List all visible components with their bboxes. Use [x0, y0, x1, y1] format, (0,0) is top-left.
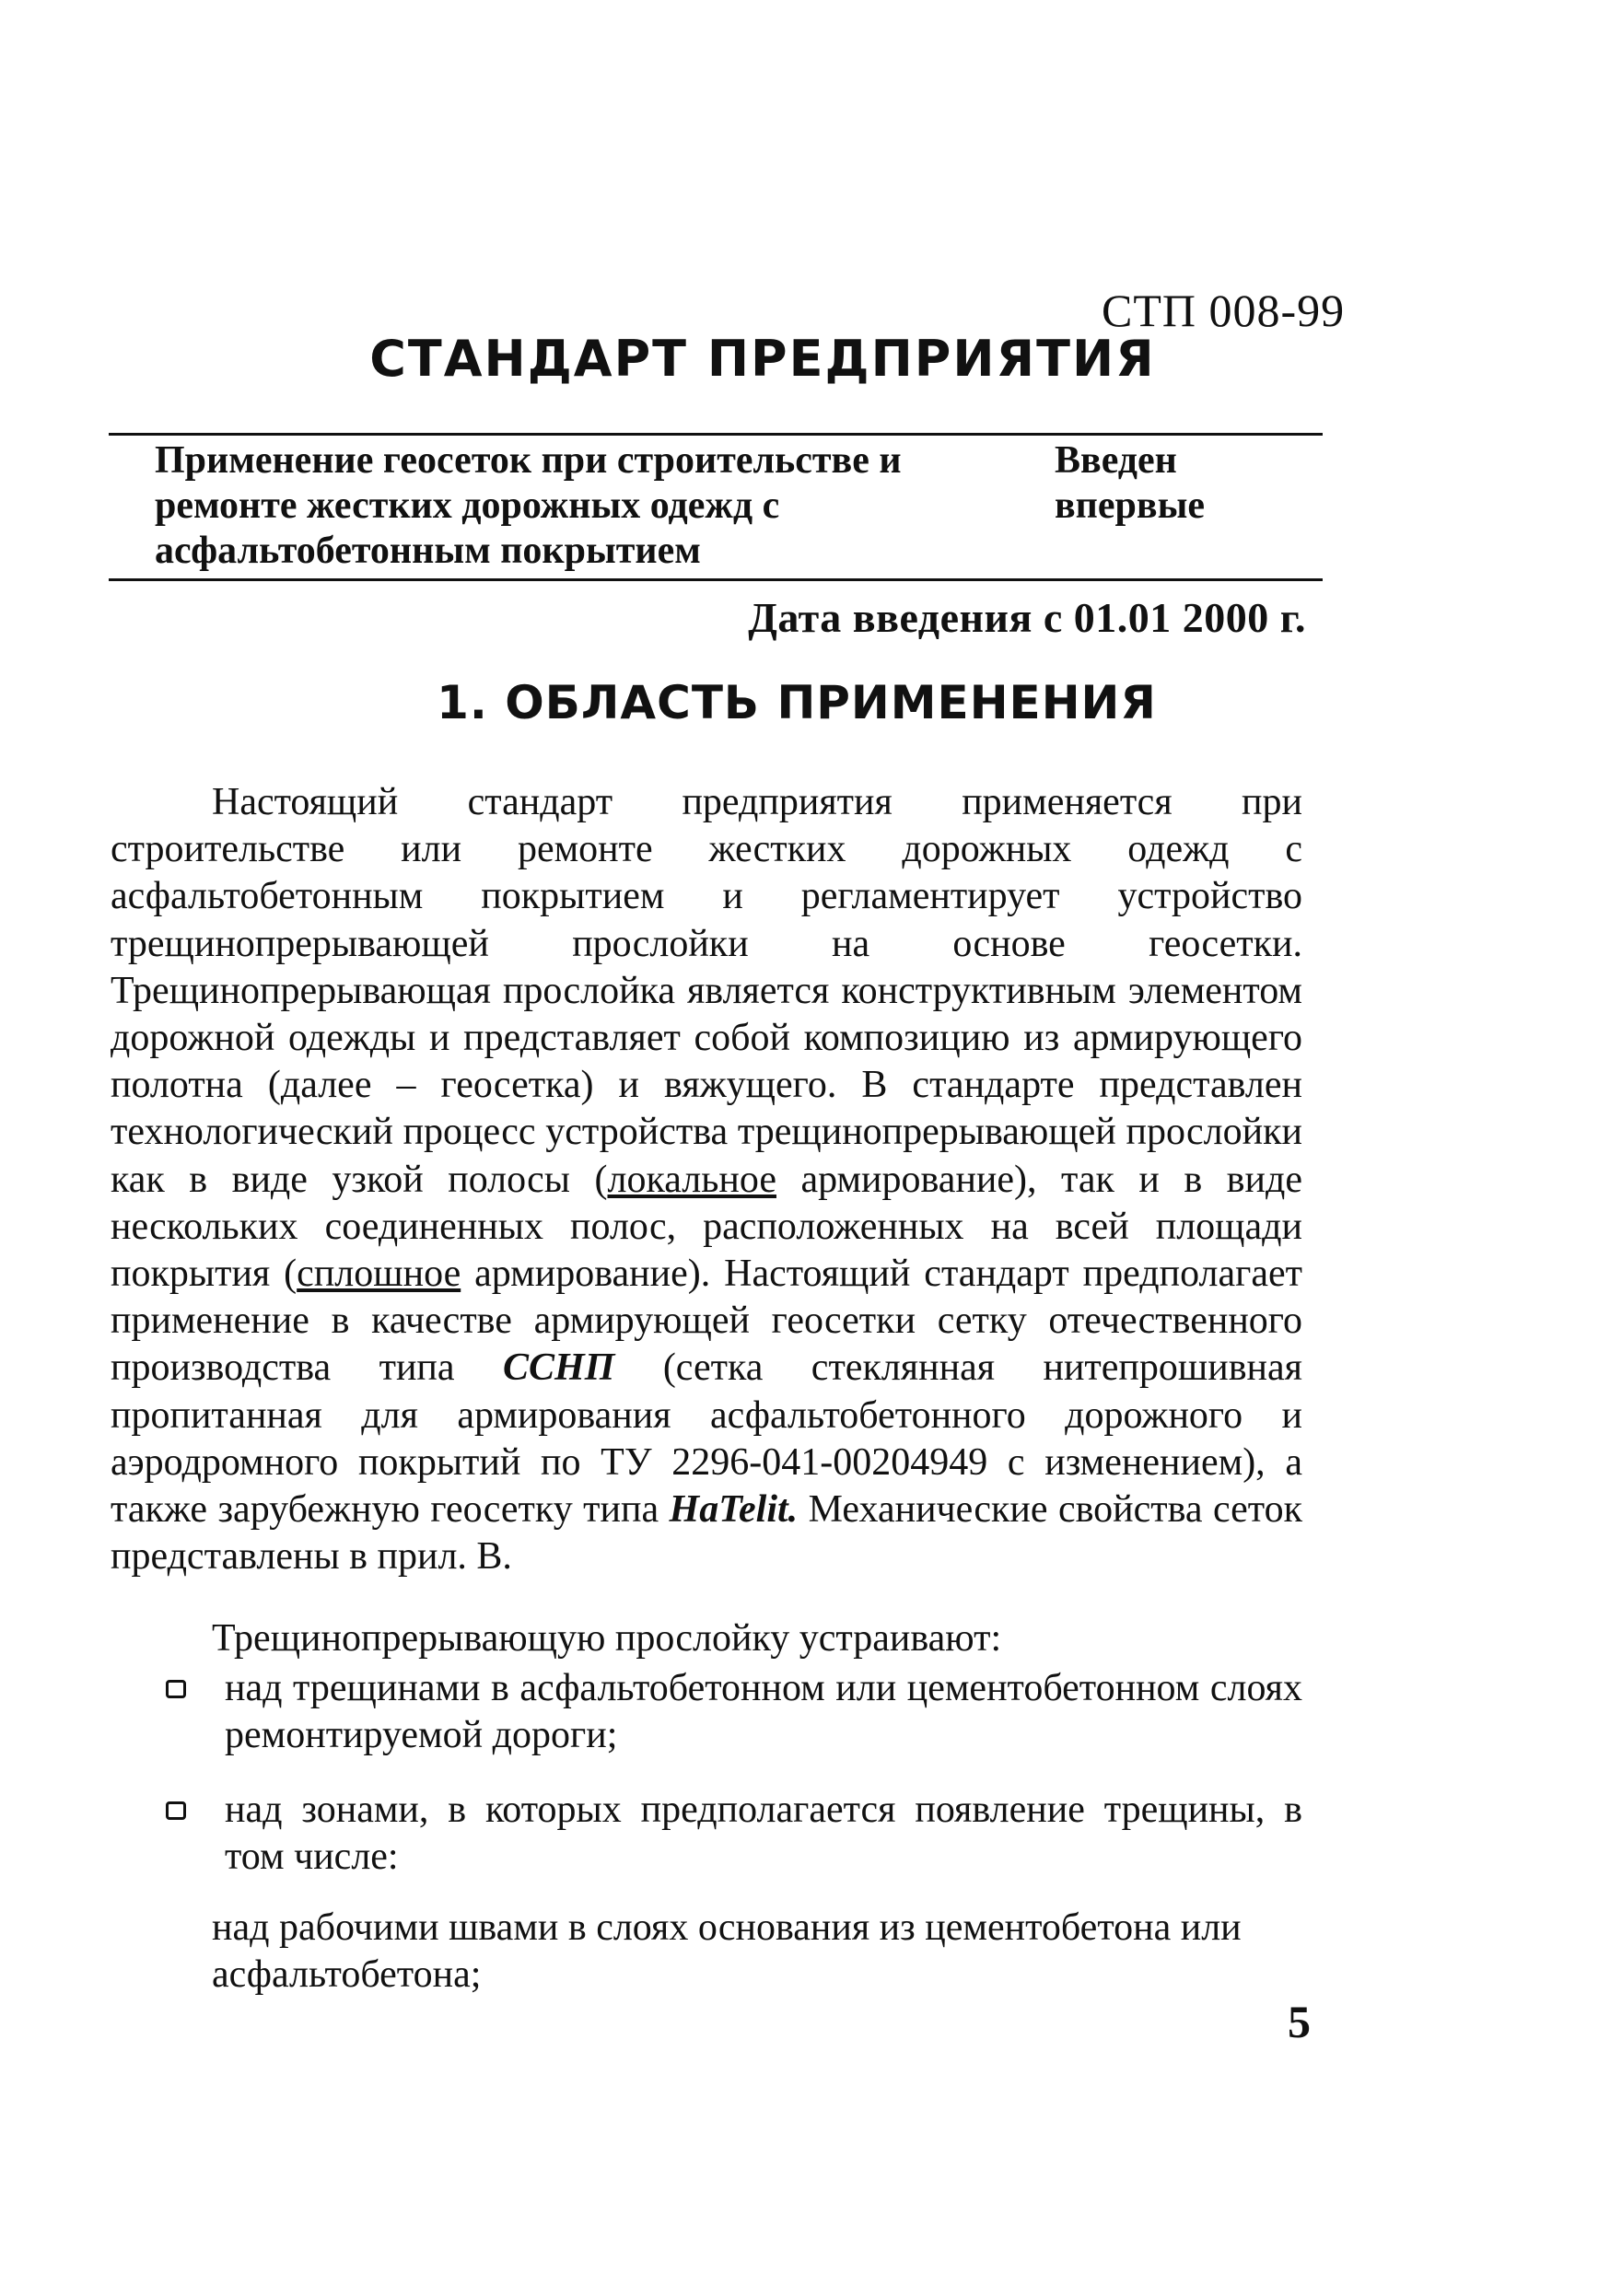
top-rule — [109, 433, 1323, 436]
list-item — [166, 1787, 1302, 1881]
document-title: Применение геосеток при строительстве и ремонте жестких дорожных одежд с асфальтобетонным покрытием — [155, 439, 902, 572]
bottom-rule — [109, 578, 1323, 581]
list-item-text: над зонами, в которых предполагается появление трещины, в том числе: — [225, 1789, 1302, 1878]
paragraph-text: армирование), так и в виде нескольких соединенных полос, расположенных на всей площади покрытия ( — [111, 1158, 1302, 1296]
sub-item-text: над рабочими швами в слоях основания из цементобетона или асфальтобетона; — [212, 1906, 1242, 1996]
effective-date: Дата введения с 01.01 2000 г. — [748, 594, 1306, 641]
paragraph-text: Механические свойства сеток представлены в прил. В. — [111, 1488, 1302, 1579]
paragraph-text: (сетка стеклянная нитепрошивная пропитанная для армирования асфальтобетонного дорожного и аэродромного покрытий по ТУ 2296-041-00204949 с изменением), а также зарубежную геосетку типа — [111, 1346, 1302, 1532]
introduction-status: Введен впервые — [1055, 439, 1205, 527]
hatelit-term: HaTelit. — [669, 1488, 799, 1532]
ssnp-term: ССНП — [503, 1346, 615, 1390]
solid-reinforcement-term: сплошное — [297, 1253, 461, 1296]
document-type-heading: СТАНДАРТ ПРЕДПРИЯТИЯ — [369, 330, 1156, 388]
body-paragraph — [111, 779, 1302, 1580]
list-item-text: над трещинами в асфальтобетонном или цементобетонном слоях ремонтируемой дороги; — [225, 1667, 1302, 1756]
list-item — [166, 1665, 1302, 1759]
section-title: 1. ОБЛАСТЬ ПРИМЕНЕНИЯ — [437, 676, 1157, 729]
paragraph-text: Настоящий стандарт предприятия применяется при строительстве или ремонте жестких дорожных одежд с асфальтобетонным покрытием и регламентирует устройство трещинопрерывающей прослойки на основе геосетки. Трещинопрерывающая прослойка является конструктивным элементом дорожной одежды и представляет собой композицию из армирующего полотна (далее – геосетка) и вяжущего. В стандарте представлен технологический процесс устройства трещинопрерывающей прослойки как в виде узкой полосы ( — [111, 781, 1302, 1201]
document-code: СТП 008-99 — [1102, 285, 1346, 336]
paragraph-text: армирование). Настоящий стандарт предполагает применение в качестве армирующей геосетки сетку отечественного производства типа — [111, 1253, 1302, 1390]
checkbox-bullet-icon — [166, 1680, 186, 1698]
list-lead: Трещинопрерывающую прослойку устраивают: — [212, 1617, 1002, 1660]
checkbox-bullet-icon — [166, 1801, 186, 1820]
local-reinforcement-term: локальное — [607, 1158, 776, 1201]
page-number: 5 — [1288, 1996, 1311, 2047]
